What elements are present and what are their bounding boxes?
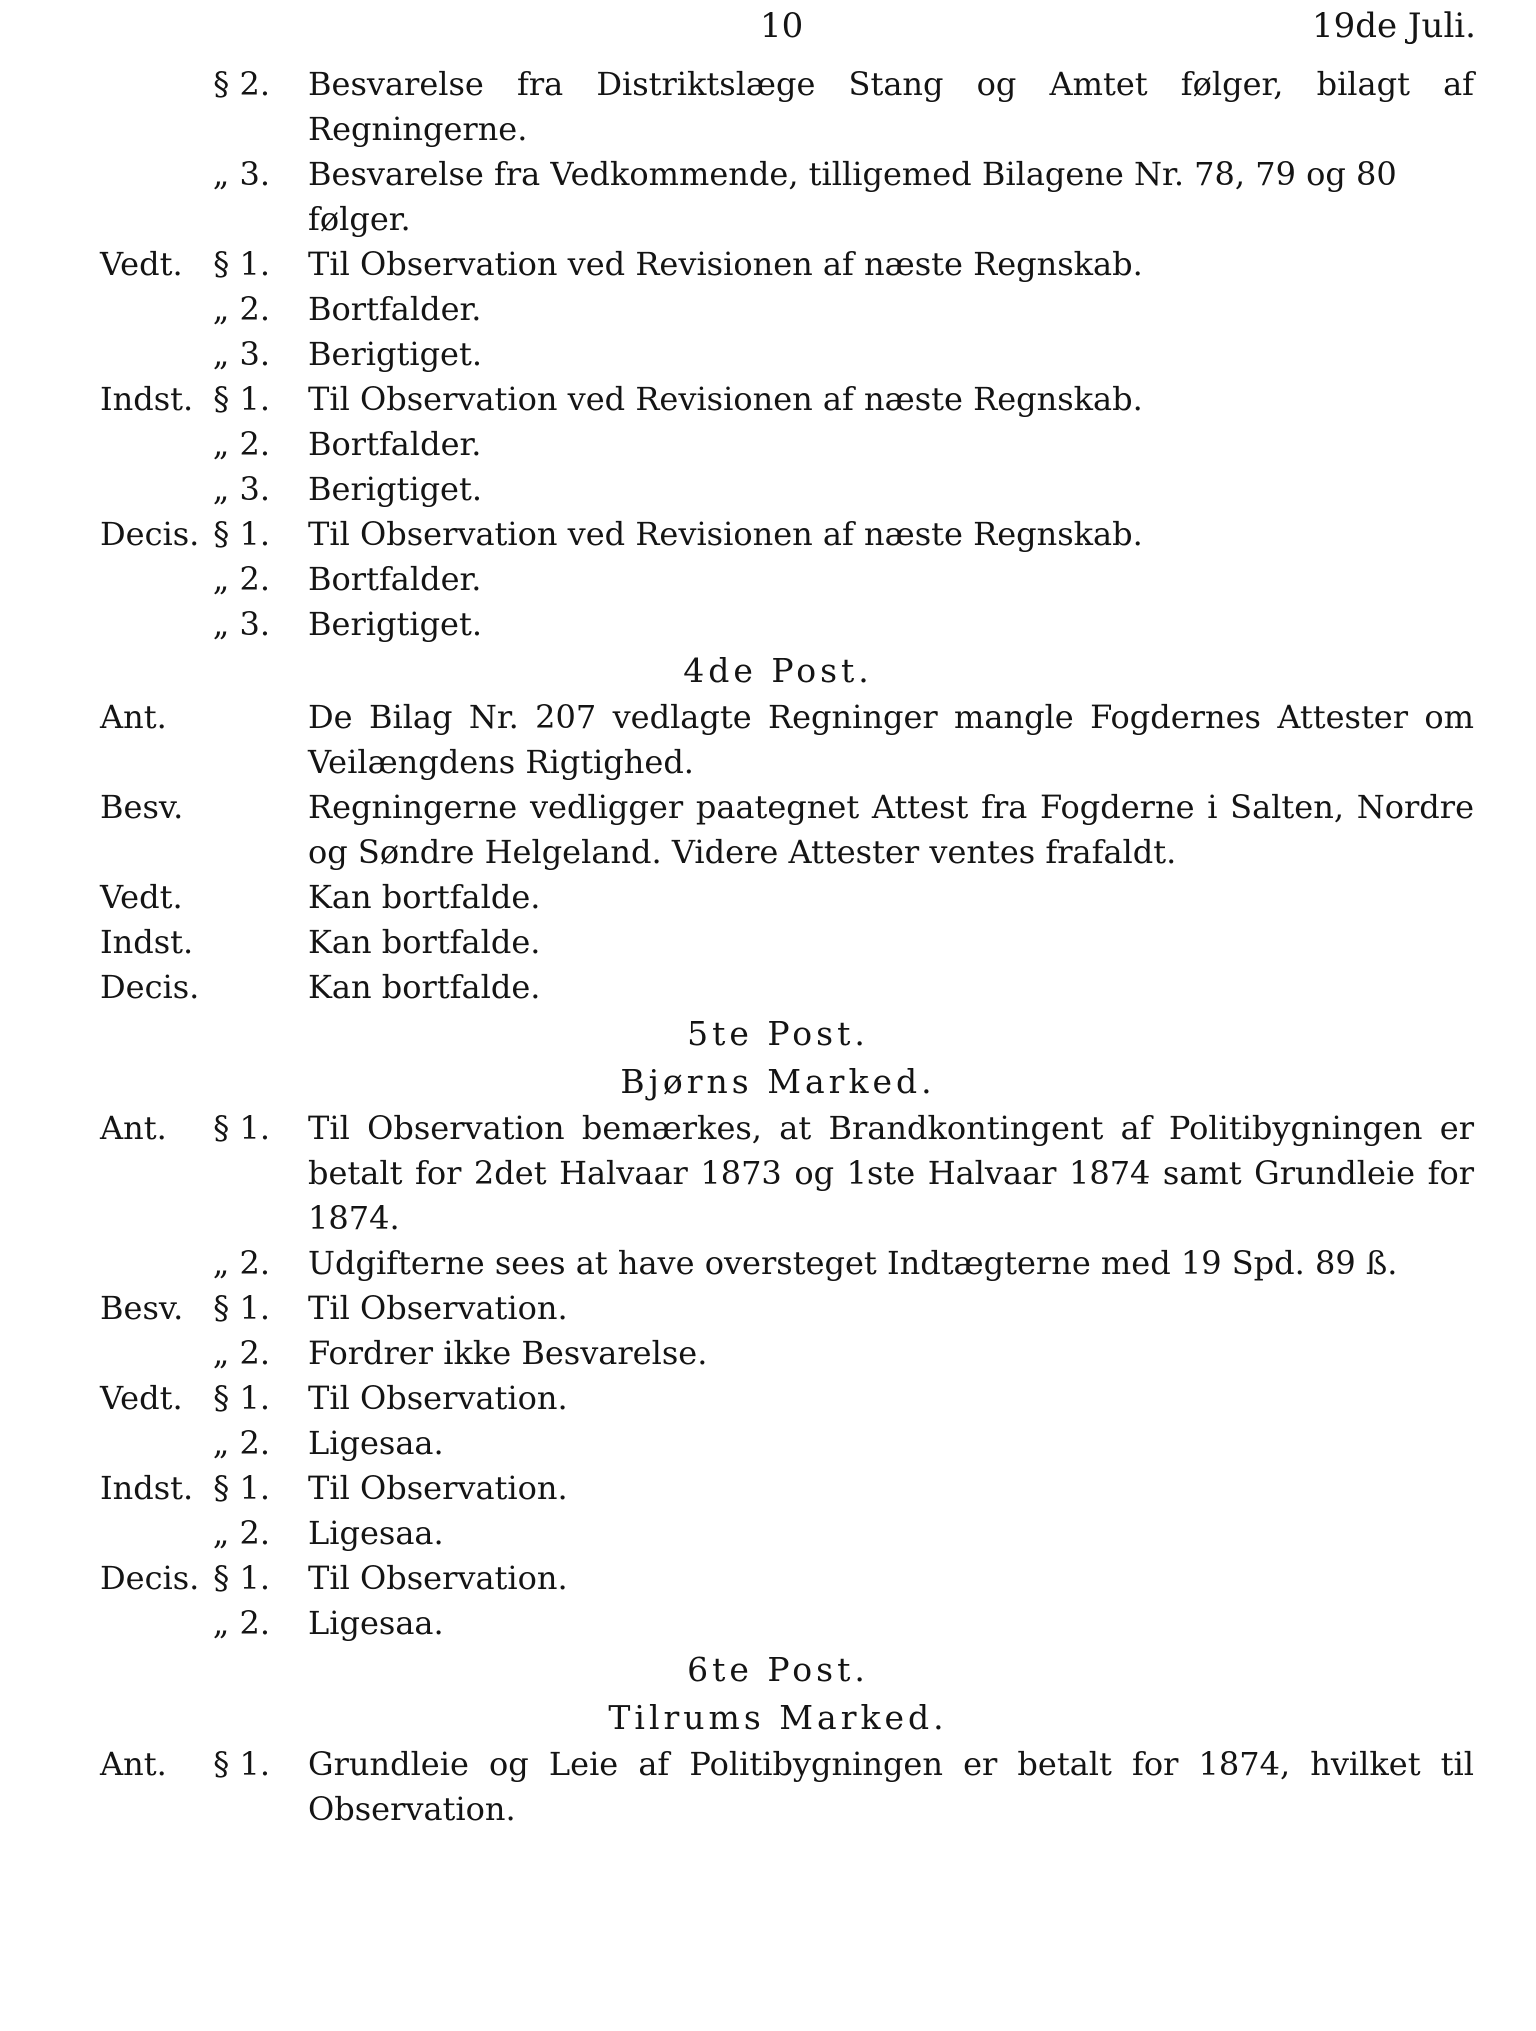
entry-text: Kan bortfalde. bbox=[308, 878, 541, 916]
entry-text: Berigtiget. bbox=[308, 335, 483, 373]
entry-indst-2 bbox=[0, 1511, 1536, 1556]
paragraph-number: „ 2. bbox=[212, 1244, 270, 1282]
paragraph-number: § 1. bbox=[213, 245, 270, 283]
entry-indst-1 bbox=[0, 1466, 1536, 1511]
paragraph-number: „ 3. bbox=[212, 470, 270, 508]
entry-text: Til Observation ved Revisionen af næste Regnskab. bbox=[308, 380, 1143, 418]
entry-decis-1 bbox=[0, 1556, 1536, 1601]
entry-text: Besvarelse fra Vedkommende, tilligemed Bilagene Nr. 78, 79 og 80 følger. bbox=[308, 155, 1397, 238]
section-heading-post6: 6te Post. bbox=[687, 1650, 869, 1689]
paragraph-number: § 1. bbox=[213, 1289, 270, 1327]
entry-decis-2 bbox=[0, 1601, 1536, 1646]
entry-ant-2 bbox=[0, 1241, 1536, 1286]
entry-besv bbox=[0, 785, 1536, 875]
entry-indst bbox=[0, 920, 1536, 965]
entry-text: Til Observation. bbox=[308, 1289, 568, 1327]
entry-label: Vedt. bbox=[100, 1379, 183, 1417]
entry-label: Decis. bbox=[100, 515, 200, 553]
document-body bbox=[0, 62, 1536, 1832]
entry-besv-2 bbox=[0, 1331, 1536, 1376]
paragraph-number: „ 2. bbox=[212, 425, 270, 463]
paragraph-number: „ 2. bbox=[212, 1334, 270, 1372]
entry-text: Til Observation. bbox=[308, 1559, 568, 1597]
entry-decis-3 bbox=[0, 602, 1536, 647]
entry-besv-1 bbox=[0, 1286, 1536, 1331]
entry-text: Ligesaa. bbox=[308, 1514, 444, 1552]
entry-text: De Bilag Nr. 207 vedlagte Regninger mangle Fogdernes Attester om Veilængdens Rigtighed. bbox=[308, 698, 1474, 781]
entry-label: Indst. bbox=[100, 380, 194, 418]
entry-label: Ant. bbox=[100, 1745, 167, 1783]
entry-decis-1 bbox=[0, 512, 1536, 557]
entry-text: Fordrer ikke Besvarelse. bbox=[308, 1334, 708, 1372]
entry-text: Til Observation bemærkes, at Brandkontingent af Politibygningen er betalt for 2det Halvaar 1873 og 1ste Halvaar 1874 samt Grundleie for 1874. bbox=[308, 1109, 1474, 1237]
paragraph-number: § 1. bbox=[213, 1469, 270, 1507]
entry-ant-1 bbox=[0, 1742, 1536, 1832]
paragraph-number: „ 2. bbox=[212, 1514, 270, 1552]
entry-text: Ligesaa. bbox=[308, 1604, 444, 1642]
section-subheading-post6: Tilrums Marked. bbox=[608, 1698, 948, 1737]
entry-label: Ant. bbox=[100, 1109, 167, 1147]
section-subheading-post5: Bjørns Marked. bbox=[620, 1062, 936, 1101]
paragraph-number: § 1. bbox=[213, 380, 270, 418]
entry-text: Bortfalder. bbox=[308, 560, 482, 598]
paragraph-number: „ 3. bbox=[212, 605, 270, 643]
paragraph-number: § 2. bbox=[213, 65, 270, 103]
entry-vedt-2 bbox=[0, 287, 1536, 332]
entry-text: Til Observation. bbox=[308, 1469, 568, 1507]
paragraph-number: „ 2. bbox=[212, 1424, 270, 1462]
entry-vedt-3 bbox=[0, 332, 1536, 377]
paragraph-number: § 1. bbox=[213, 1745, 270, 1783]
paragraph-number: § 1. bbox=[213, 1379, 270, 1417]
entry-vedt-1 bbox=[0, 1376, 1536, 1421]
paragraph-number: § 1. bbox=[213, 1109, 270, 1147]
paragraph-number: „ 2. bbox=[212, 1604, 270, 1642]
entry-text: Berigtiget. bbox=[308, 470, 483, 508]
entry-label: Decis. bbox=[100, 1559, 200, 1597]
entry-text: Til Observation. bbox=[308, 1379, 568, 1417]
paragraph-number: „ 2. bbox=[212, 560, 270, 598]
entry-decis bbox=[0, 965, 1536, 1010]
paragraph-number: § 1. bbox=[213, 1559, 270, 1597]
entry-ant bbox=[0, 695, 1536, 785]
section-heading-post4: 4de Post. bbox=[683, 651, 873, 690]
entry-text: Til Observation ved Revisionen af næste Regnskab. bbox=[308, 245, 1143, 283]
entry-text: Ligesaa. bbox=[308, 1424, 444, 1462]
entry-label: Vedt. bbox=[100, 878, 183, 916]
entry-label: Ant. bbox=[100, 698, 167, 736]
entry-label: Vedt. bbox=[100, 245, 183, 283]
entry-text: Berigtiget. bbox=[308, 605, 483, 643]
entry-indst-2 bbox=[0, 422, 1536, 467]
entry-vedt-2 bbox=[0, 1421, 1536, 1466]
entry-label: Besv. bbox=[100, 1289, 184, 1327]
entry-text: Til Observation ved Revisionen af næste Regnskab. bbox=[308, 515, 1143, 553]
entry-text: Besvarelse fra Distriktslæge Stang og Amtet følger, bilagt af Regningerne. bbox=[308, 65, 1474, 148]
entry-besvarelse-2 bbox=[0, 62, 1536, 152]
entry-indst-3 bbox=[0, 467, 1536, 512]
entry-text: Udgifterne sees at have oversteget Indtægterne med 19 Spd. 89 ß. bbox=[308, 1244, 1398, 1282]
entry-vedt-1 bbox=[0, 242, 1536, 287]
entry-text: Bortfalder. bbox=[308, 425, 482, 463]
page-number: 10 bbox=[760, 6, 804, 46]
entry-label: Besv. bbox=[100, 788, 184, 826]
entry-text: Kan bortfalde. bbox=[308, 968, 541, 1006]
entry-ant-1 bbox=[0, 1106, 1536, 1241]
entry-label: Indst. bbox=[100, 923, 194, 961]
paragraph-number: „ 2. bbox=[212, 290, 270, 328]
entry-decis-2 bbox=[0, 557, 1536, 602]
entry-label: Indst. bbox=[100, 1469, 194, 1507]
entry-indst-1 bbox=[0, 377, 1536, 422]
section-heading-post5: 5te Post. bbox=[687, 1014, 869, 1053]
entry-vedt bbox=[0, 875, 1536, 920]
paragraph-number: „ 3. bbox=[212, 155, 270, 193]
entry-text: Kan bortfalde. bbox=[308, 923, 541, 961]
entry-text: Regningerne vedligger paategnet Attest fra Fogderne i Salten, Nordre og Søndre Helgeland. Videre Attester ventes frafaldt. bbox=[308, 788, 1474, 871]
entry-text: Bortfalder. bbox=[308, 290, 482, 328]
entry-besvarelse-3 bbox=[0, 152, 1536, 242]
paragraph-number: § 1. bbox=[213, 515, 270, 553]
page-date: 19de Juli. bbox=[1311, 6, 1476, 46]
entry-text: Grundleie og Leie af Politibygningen er betalt for 1874, hvilket til Observation. bbox=[308, 1745, 1474, 1828]
entry-label: Decis. bbox=[100, 968, 200, 1006]
paragraph-number: „ 3. bbox=[212, 335, 270, 373]
page-header bbox=[0, 6, 1536, 56]
